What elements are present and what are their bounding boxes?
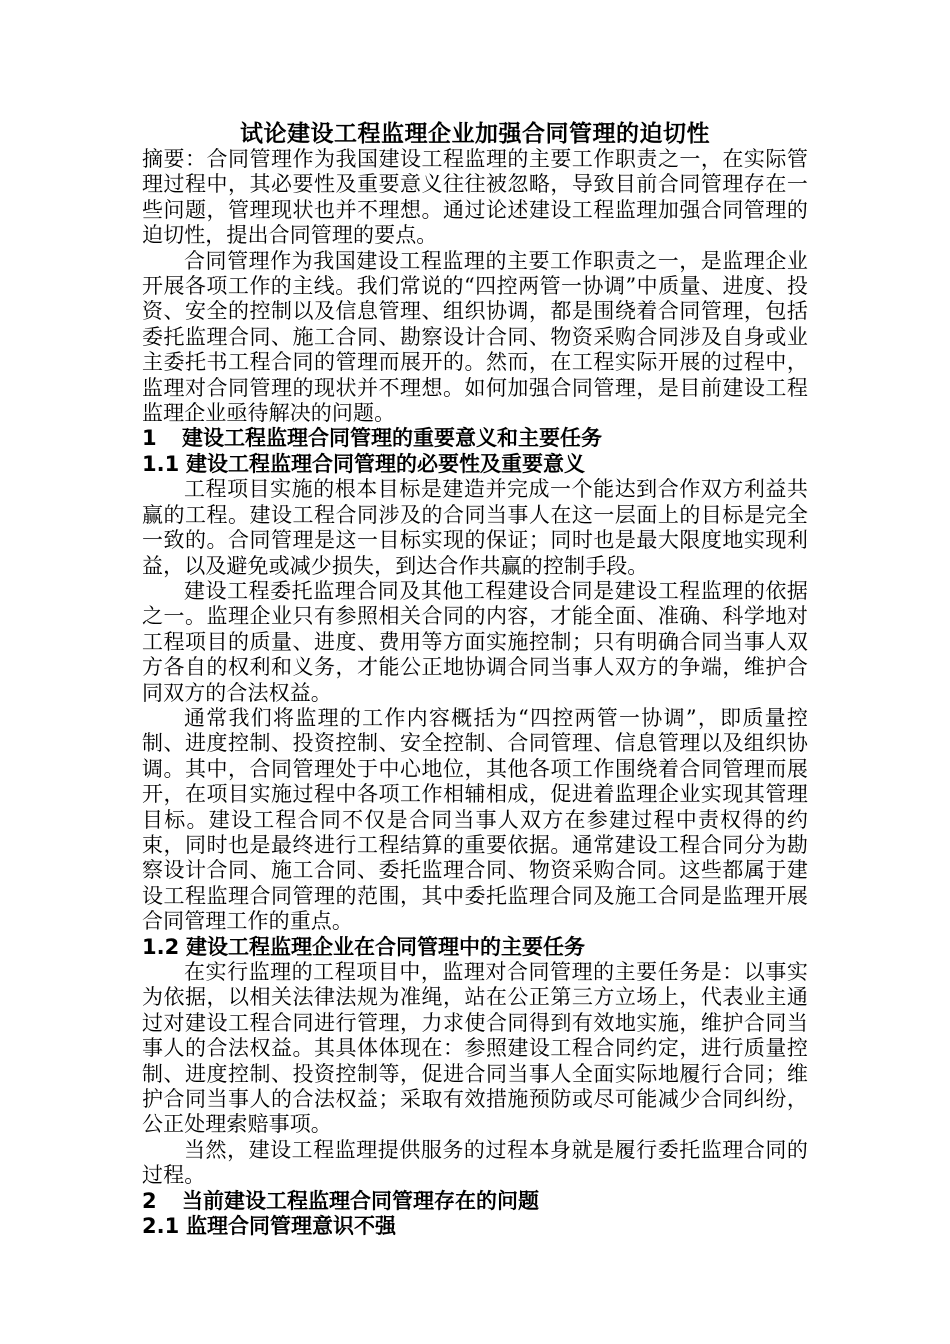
section-1-2-paragraph-2: 当然，建设工程监理提供服务的过程本身就是履行委托监理合同的过程。	[142, 1137, 808, 1188]
section-2-number: 2	[142, 1188, 157, 1213]
section-2-1-heading	[142, 1214, 808, 1239]
section-1-1-number: 1.1	[142, 451, 180, 476]
section-1-number: 1	[142, 426, 157, 451]
section-2-1-number: 2.1	[142, 1214, 180, 1239]
abstract-paragraph: 摘要：合同管理作为我国建设工程监理的主要工作职责之一，在实际管理过程中，其必要性及重要意义往往被忽略，导致目前合同管理存在一些问题，管理现状也并不理想。通过论述建设工程监理加强合同管理的迫切性，提出合同管理的要点。	[142, 147, 808, 248]
section-1-2-paragraph-1: 在实行监理的工程项目中，监理对合同管理的主要任务是：以事实为依据，以相关法律法规为准绳，站在公正第三方立场上，代表业主通过对建设工程合同进行管理，力求使合同得到有效地实施，维护合同当事人的合法权益。其具体体现在：参照建设工程合同约定，进行质量控制、进度控制、投资控制等，促进合同当事人全面实际地履行合同；维护合同当事人的合法权益；采取有效措施预防或尽可能减少合同纠纷，公正处理索赔事项。	[142, 960, 808, 1137]
section-1-1-paragraph-3: 通常我们将监理的工作内容概括为“四控两管一协调”，即质量控制、进度控制、投资控制、安全控制、合同管理、信息管理以及组织协调。其中，合同管理处于中心地位，其他各项工作围绕着合同管理而展开，在项目实施过程中各项工作相辅相成，促进着监理企业实现其管理目标。建设工程合同不仅是合同当事人双方在参建过程中责权得的约束，同时也是最终进行工程结算的重要依据。通常建设工程合同分为勘察设计合同、施工合同、委托监理合同、物资采购合同。这些都属于建设工程监理合同管理的范围，其中委托监理合同及施工合同是监理开展合同管理工作的重点。	[142, 705, 808, 934]
section-1-1-title: 建设工程监理合同管理的必要性及重要意义	[186, 451, 585, 476]
section-1-title: 建设工程监理合同管理的重要意义和主要任务	[182, 426, 602, 451]
section-1-1-paragraph-2: 建设工程委托监理合同及其他工程建设合同是建设工程监理的依据之一。监理企业只有参照相关合同的内容，才能全面、准确、科学地对工程项目的质量、进度、费用等方面实施控制；只有明确合同当事人双方各自的权利和义务，才能公正地协调合同当事人双方的争端，维护合同双方的合法权益。	[142, 578, 808, 705]
intro-paragraph: 合同管理作为我国建设工程监理的主要工作职责之一，是监理企业开展各项工作的主线。我们常说的“四控两管一协调”中质量、进度、投资、安全的控制以及信息管理、组织协调，都是围绕着合同管理，包括委托监理合同、施工合同、勘察设计合同、物资采购合同涉及自身或业主委托书工程合同的管理而展开的。然而，在工程实际开展的过程中，监理对合同管理的现状并不理想。如何加强合同管理，是目前建设工程监理企业亟待解决的问题。	[142, 248, 808, 426]
section-1-heading	[142, 426, 808, 451]
document-page	[142, 120, 808, 1239]
section-1-2-title: 建设工程监理企业在合同管理中的主要任务	[186, 934, 585, 959]
section-1-2-number: 1.2	[142, 934, 180, 959]
section-1-1-heading	[142, 452, 808, 477]
section-2-heading	[142, 1189, 808, 1214]
section-2-1-title: 监理合同管理意识不强	[186, 1214, 396, 1239]
section-2-title: 当前建设工程监理合同管理存在的问题	[182, 1188, 539, 1213]
section-1-1-paragraph-1: 工程项目实施的根本目标是建造并完成一个能达到合作双方利益共赢的工程。建设工程合同涉及的合同当事人在这一层面上的目标是完全一致的。合同管理是这一目标实现的保证；同时也是最大限度地实现利益，以及避免或减少损失，到达合作共赢的控制手段。	[142, 477, 808, 578]
section-1-2-heading	[142, 935, 808, 960]
document-title: 试论建设工程监理企业加强合同管理的迫切性	[240, 120, 710, 147]
